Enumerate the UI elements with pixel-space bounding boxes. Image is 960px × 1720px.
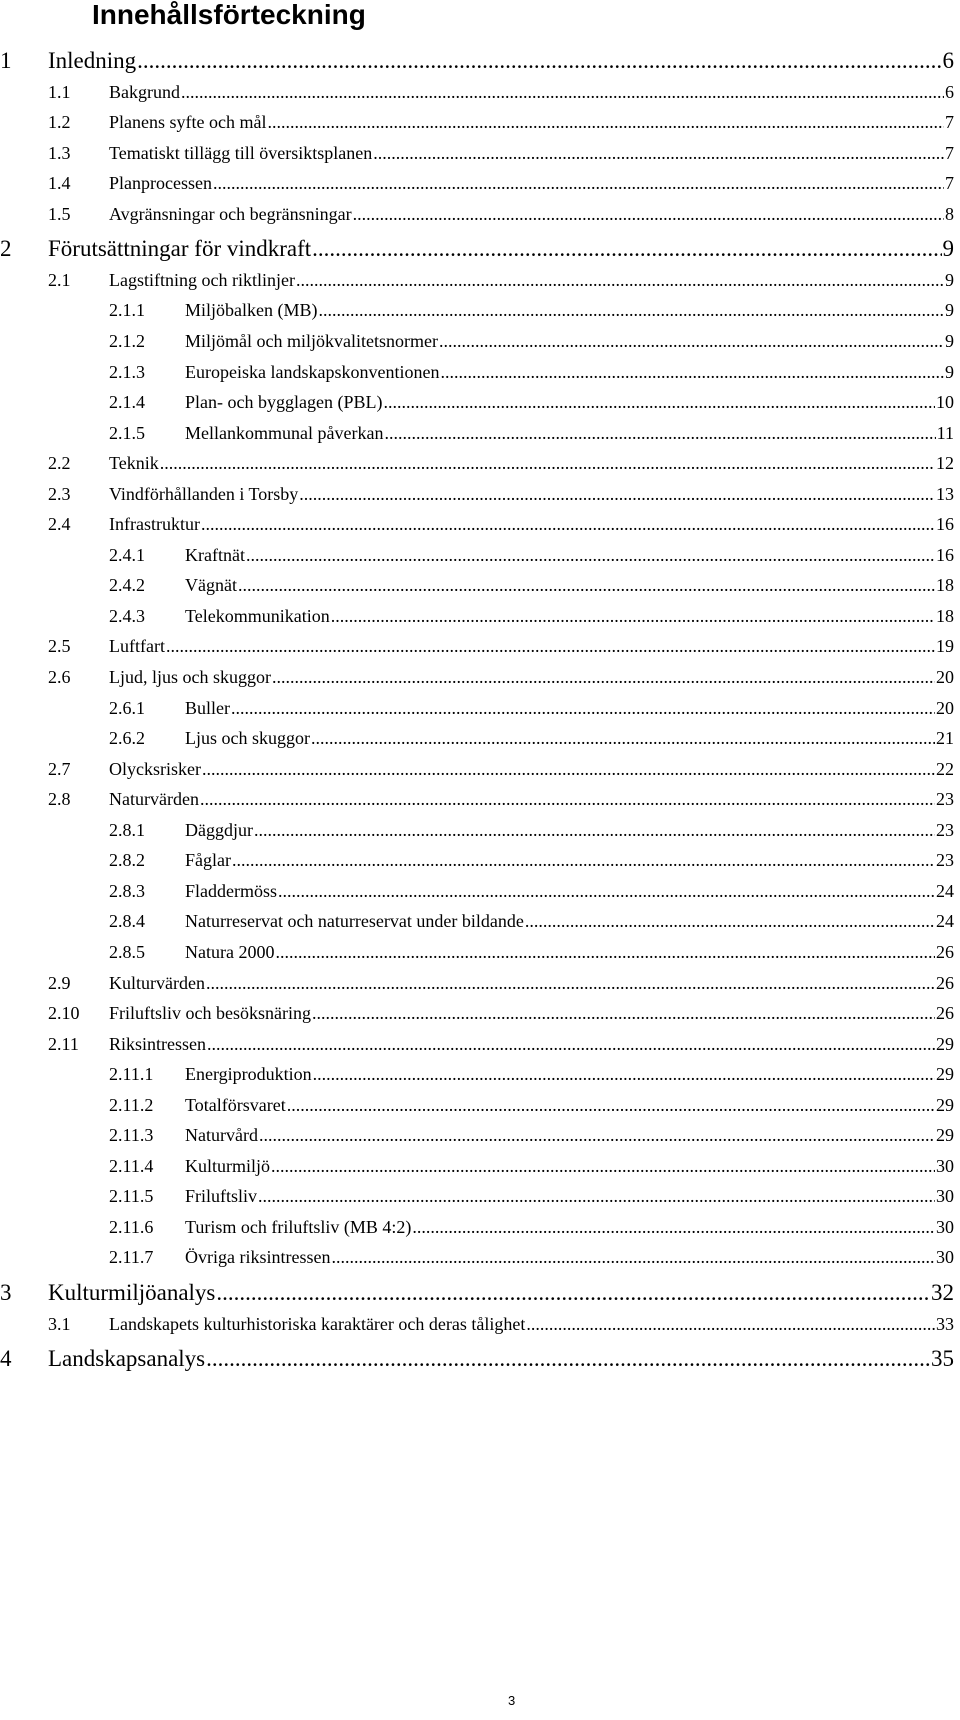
- toc-entry[interactable]: [48, 142, 954, 164]
- dot-leader: [331, 605, 935, 627]
- toc-entry[interactable]: [109, 299, 954, 321]
- toc-entry[interactable]: [48, 666, 954, 688]
- toc-entry[interactable]: [109, 391, 954, 413]
- toc-entry-page: 6: [942, 48, 954, 73]
- toc-entry[interactable]: [0, 1346, 954, 1372]
- dot-leader: [213, 172, 944, 194]
- toc-entry-number: 1.1: [48, 81, 71, 102]
- toc-entry[interactable]: [48, 635, 954, 657]
- toc-entry-number: 2.1.5: [109, 422, 145, 443]
- toc-entry[interactable]: [109, 697, 954, 719]
- dot-leader: [311, 727, 935, 749]
- toc-entry-number: 2.1.2: [109, 331, 145, 351]
- dot-leader: [246, 544, 935, 566]
- toc-entry-title: Mellankommunal påverkan: [185, 422, 384, 443]
- dot-leader: [200, 788, 935, 810]
- toc-entry-number: 2.6: [48, 667, 71, 687]
- dot-leader: [206, 972, 935, 994]
- dot-leader: [525, 910, 935, 932]
- toc-entry-number: 2.8.5: [109, 941, 145, 962]
- toc-entry[interactable]: [109, 1185, 954, 1207]
- toc-entry[interactable]: [48, 1033, 954, 1055]
- toc-entry[interactable]: [48, 758, 954, 780]
- toc-entry-page: 30: [936, 1186, 954, 1207]
- toc-entry-title: Planens syfte och mål: [109, 112, 267, 133]
- toc-entry-number: 2.3: [48, 483, 71, 504]
- toc-entry[interactable]: [109, 819, 954, 841]
- page-number: 3: [508, 1693, 516, 1708]
- toc-entry-title: Förutsättningar för vindkraft: [48, 236, 312, 262]
- toc-entry-page: 26: [936, 972, 954, 993]
- toc-entry-page: 22: [936, 758, 954, 779]
- toc-entry-title: Planprocessen: [109, 173, 212, 194]
- dot-leader: [259, 1124, 935, 1146]
- dot-leader: [373, 142, 944, 164]
- dot-leader: [216, 1280, 930, 1306]
- toc-entry-number: 2.8.3: [109, 880, 145, 901]
- toc-entry[interactable]: [48, 972, 954, 994]
- dot-leader: [160, 452, 935, 474]
- toc-entry-page: 12: [936, 453, 954, 474]
- toc-entry-page: 23: [936, 819, 954, 840]
- dot-leader: [287, 1094, 935, 1116]
- toc-entry-title: Europeiska landskapskonventionen: [185, 361, 440, 382]
- toc-entry[interactable]: [109, 910, 954, 932]
- toc-entry-title: Ljud, ljus och skuggor: [109, 667, 271, 687]
- toc-entry-page: 23: [936, 850, 954, 871]
- dot-leader: [412, 1216, 935, 1238]
- toc-entry-number: 2.8.2: [109, 850, 145, 871]
- toc-entry-title: Lagstiftning och riktlinjer: [109, 269, 295, 290]
- toc-entry[interactable]: [48, 1313, 954, 1335]
- toc-entry[interactable]: [109, 1246, 954, 1268]
- toc-entry-number: 2.8: [48, 789, 71, 810]
- toc-entry-title: Miljöbalken (MB): [185, 300, 318, 321]
- toc-entry-title: Telekommunikation: [185, 605, 330, 626]
- toc-entry-title: Fåglar: [185, 850, 231, 871]
- toc-entry[interactable]: [48, 269, 954, 291]
- toc-entry-number: 2.10: [48, 1003, 80, 1023]
- dot-leader: [299, 483, 935, 505]
- toc-entry-title: Naturreservat och naturreservat under bildande: [185, 911, 524, 932]
- toc-entry-number: 4: [0, 1346, 12, 1372]
- toc-entry-page: 9: [942, 236, 954, 262]
- dot-leader: [201, 513, 935, 535]
- toc-entry[interactable]: [109, 1155, 954, 1177]
- toc-entry-page: 24: [936, 880, 954, 901]
- toc-entry-number: 2.9: [48, 972, 71, 993]
- toc-entry-title: Tematiskt tillägg till översiktsplanen: [109, 142, 373, 163]
- dot-leader: [238, 574, 935, 596]
- toc-entry[interactable]: [109, 880, 954, 902]
- toc-entry-page: 7: [945, 142, 954, 163]
- toc-entry-title: Kulturmiljöanalys: [48, 1280, 216, 1305]
- dot-leader: [254, 819, 935, 841]
- toc-entry-number: 1.3: [48, 142, 71, 163]
- dot-leader: [526, 1313, 935, 1335]
- toc-entry-page: 30: [936, 1216, 954, 1237]
- toc-entry-page: 33: [936, 1313, 954, 1334]
- toc-entry-page: 10: [936, 392, 954, 413]
- dot-leader: [353, 203, 944, 225]
- toc-entry-title: Teknik: [109, 453, 159, 474]
- toc-entry-page: 32: [931, 1280, 954, 1305]
- toc-entry-title: Kulturmiljö: [185, 1155, 270, 1176]
- toc-entry-number: 1.2: [48, 112, 71, 133]
- toc-entry[interactable]: [48, 172, 954, 194]
- dot-leader: [181, 81, 944, 103]
- toc-entry-page: 9: [945, 361, 954, 382]
- toc-entry-number: 3: [0, 1280, 12, 1305]
- toc-entry-number: 2.11: [48, 1033, 79, 1054]
- toc-entry-number: 3.1: [48, 1313, 71, 1334]
- toc-entry-title: Kulturvärden: [109, 972, 205, 993]
- toc-entry-page: 23: [936, 789, 954, 810]
- toc-entry-page: 9: [945, 300, 954, 321]
- dot-leader: [319, 299, 945, 321]
- toc-entry-number: 2.11.5: [109, 1186, 154, 1207]
- toc-entry-page: 19: [936, 636, 954, 657]
- toc-entry[interactable]: [109, 1094, 954, 1116]
- toc-entry-title: Kraftnät: [185, 544, 245, 565]
- toc-entry[interactable]: [0, 236, 954, 262]
- toc-entry-page: 7: [945, 112, 954, 133]
- dot-leader: [231, 697, 935, 719]
- toc-entry-page: 20: [936, 697, 954, 718]
- toc-entry[interactable]: [48, 203, 954, 225]
- toc-entry-number: 2.11.7: [109, 1247, 154, 1268]
- toc-entry-title: Riksintressen: [109, 1033, 206, 1054]
- toc-entry-page: 9: [945, 269, 954, 290]
- toc-entry[interactable]: [48, 1002, 954, 1024]
- toc-entry[interactable]: [48, 513, 954, 535]
- toc-entry[interactable]: [48, 483, 954, 505]
- toc-entry[interactable]: [109, 941, 954, 963]
- toc-entry-title: Vägnät: [185, 575, 237, 596]
- toc-entry-title: Miljömål och miljökvalitetsnormer: [185, 331, 438, 351]
- dot-leader: [384, 422, 935, 444]
- toc-entry-number: 2.4.1: [109, 544, 145, 565]
- toc-entry-number: 2.4: [48, 514, 71, 535]
- toc-entry-number: 1.5: [48, 203, 71, 224]
- dot-leader: [207, 1033, 935, 1055]
- toc-entry-title: Infrastruktur: [109, 514, 200, 535]
- toc-entry-title: Naturvård: [185, 1125, 258, 1146]
- toc-entry-number: 2.11.2: [109, 1094, 154, 1115]
- page-title: Innehållsförteckning: [92, 0, 366, 30]
- toc-entry-title: Olycksrisker: [109, 758, 201, 779]
- toc-entry-title: Luftfart: [109, 636, 165, 657]
- toc-entry-page: 30: [936, 1155, 954, 1176]
- toc-entry-page: 29: [936, 1094, 954, 1115]
- toc-entry-page: 29: [936, 1064, 954, 1085]
- toc-entry-number: 2.11.3: [109, 1125, 154, 1146]
- toc-entry-page: 29: [936, 1125, 954, 1146]
- toc-entry-title: Avgränsningar och begränsningar: [109, 203, 352, 224]
- dot-leader: [232, 849, 935, 871]
- toc-entry[interactable]: [48, 452, 954, 474]
- toc-entry[interactable]: [109, 422, 954, 444]
- toc-entry[interactable]: [109, 605, 954, 627]
- toc-entry-number: 1: [0, 48, 12, 73]
- dot-leader: [383, 391, 935, 413]
- toc-entry-page: 16: [936, 514, 954, 535]
- toc-entry[interactable]: [109, 361, 954, 383]
- toc-entry[interactable]: [48, 788, 954, 810]
- toc-entry-number: 1.4: [48, 173, 71, 194]
- toc-entry-number: 2.6.1: [109, 697, 145, 718]
- toc-entry-number: 2.11.6: [109, 1216, 154, 1237]
- toc-entry-title: Energiproduktion: [185, 1064, 312, 1085]
- dot-leader: [312, 236, 941, 262]
- dot-leader: [313, 1063, 935, 1085]
- toc-entry-number: 2.4.2: [109, 575, 145, 596]
- toc-entry-title: Ljus och skuggor: [185, 728, 310, 749]
- toc-entry-title: Friluftsliv och besöksnäring: [109, 1003, 311, 1023]
- toc-entry-title: Bakgrund: [109, 81, 180, 102]
- toc-entry-page: 7: [945, 173, 954, 194]
- dot-leader: [166, 635, 935, 657]
- toc-entry-title: Inledning: [48, 48, 137, 73]
- toc-entry[interactable]: [109, 544, 954, 566]
- toc-entry-page: 16: [936, 544, 954, 565]
- toc-entry[interactable]: [0, 48, 954, 74]
- toc-entry-number: 2.1.3: [109, 361, 145, 382]
- toc-entry-page: 20: [936, 667, 954, 687]
- dot-leader: [331, 1246, 935, 1268]
- toc-entry-number: 2.11.4: [109, 1155, 154, 1176]
- toc-entry-number: 2.1.1: [109, 300, 145, 321]
- dot-leader: [206, 1346, 930, 1372]
- toc-entry-number: 2.6.2: [109, 728, 145, 749]
- toc-entry-title: Vindförhållanden i Torsby: [109, 483, 299, 504]
- toc-entry-title: Buller: [185, 697, 230, 718]
- toc-entry-page: 35: [931, 1346, 954, 1372]
- toc-entry-title: Plan- och bygglagen (PBL): [185, 392, 383, 413]
- toc-entry-page: 30: [936, 1247, 954, 1268]
- toc-entry-page: 29: [936, 1033, 954, 1054]
- toc-entry-page: 18: [936, 575, 954, 596]
- toc-entry-page: 26: [936, 1003, 954, 1023]
- toc-entry-title: Landskapets kulturhistoriska karaktärer och deras tålighet: [109, 1313, 526, 1334]
- toc-entry[interactable]: [48, 111, 954, 133]
- toc-entry-page: 24: [936, 911, 954, 932]
- dot-leader: [137, 48, 941, 74]
- toc-entry[interactable]: [48, 81, 954, 103]
- toc-entry-number: 2.1: [48, 269, 71, 290]
- toc-entry[interactable]: [109, 330, 954, 352]
- dot-leader: [267, 111, 944, 133]
- toc-entry-page: 9: [945, 331, 954, 351]
- toc-entry[interactable]: [109, 1216, 954, 1238]
- toc-entry-title: Natura 2000: [185, 941, 275, 962]
- toc-entry-title: Turism och friluftsliv (MB 4:2): [185, 1216, 412, 1237]
- dot-leader: [312, 1002, 935, 1024]
- toc-entry-number: 2.7: [48, 758, 71, 779]
- toc-entry-number: 2.5: [48, 636, 71, 657]
- toc-entry-number: 2.1.4: [109, 392, 145, 413]
- toc-entry-title: Totalförsvaret: [185, 1094, 286, 1115]
- dot-leader: [202, 758, 935, 780]
- toc-entry-page: 18: [936, 605, 954, 626]
- toc-entry-number: 2.8.4: [109, 911, 145, 932]
- toc-entry[interactable]: [109, 1063, 954, 1085]
- toc-entry-title: Övriga riksintressen: [185, 1247, 331, 1268]
- dot-leader: [439, 330, 944, 352]
- toc-entry-title: Friluftsliv: [185, 1186, 258, 1207]
- toc-entry[interactable]: [109, 727, 954, 749]
- toc-entry-page: 13: [936, 483, 954, 504]
- toc-entry-page: 6: [945, 81, 954, 102]
- toc-entry[interactable]: [109, 849, 954, 871]
- toc-entry-page: 26: [936, 941, 954, 962]
- toc-entry-page: 8: [945, 203, 954, 224]
- dot-leader: [271, 1155, 935, 1177]
- toc-entry-page: 21: [936, 728, 954, 749]
- toc-entry-title: Landskapsanalys: [48, 1346, 206, 1372]
- dot-leader: [278, 880, 935, 902]
- dot-leader: [296, 269, 944, 291]
- dot-leader: [275, 941, 935, 963]
- toc-entry-number: 2.8.1: [109, 819, 145, 840]
- toc-entry-number: 2.11.1: [109, 1064, 154, 1085]
- dot-leader: [440, 361, 944, 383]
- toc-entry-number: 2: [0, 236, 12, 262]
- toc-entry-page: 11: [936, 422, 954, 443]
- toc-entry[interactable]: [109, 1124, 954, 1146]
- toc-entry-number: 2.4.3: [109, 605, 145, 626]
- toc-entry[interactable]: [0, 1280, 954, 1306]
- toc-entry-title: Fladdermöss: [185, 880, 277, 901]
- toc-entry[interactable]: [109, 574, 954, 596]
- toc-entry-title: Däggdjur: [185, 819, 253, 840]
- dot-leader: [258, 1185, 935, 1207]
- toc-entry-title: Naturvärden: [109, 789, 199, 810]
- toc-entry-number: 2.2: [48, 453, 71, 474]
- dot-leader: [272, 666, 935, 688]
